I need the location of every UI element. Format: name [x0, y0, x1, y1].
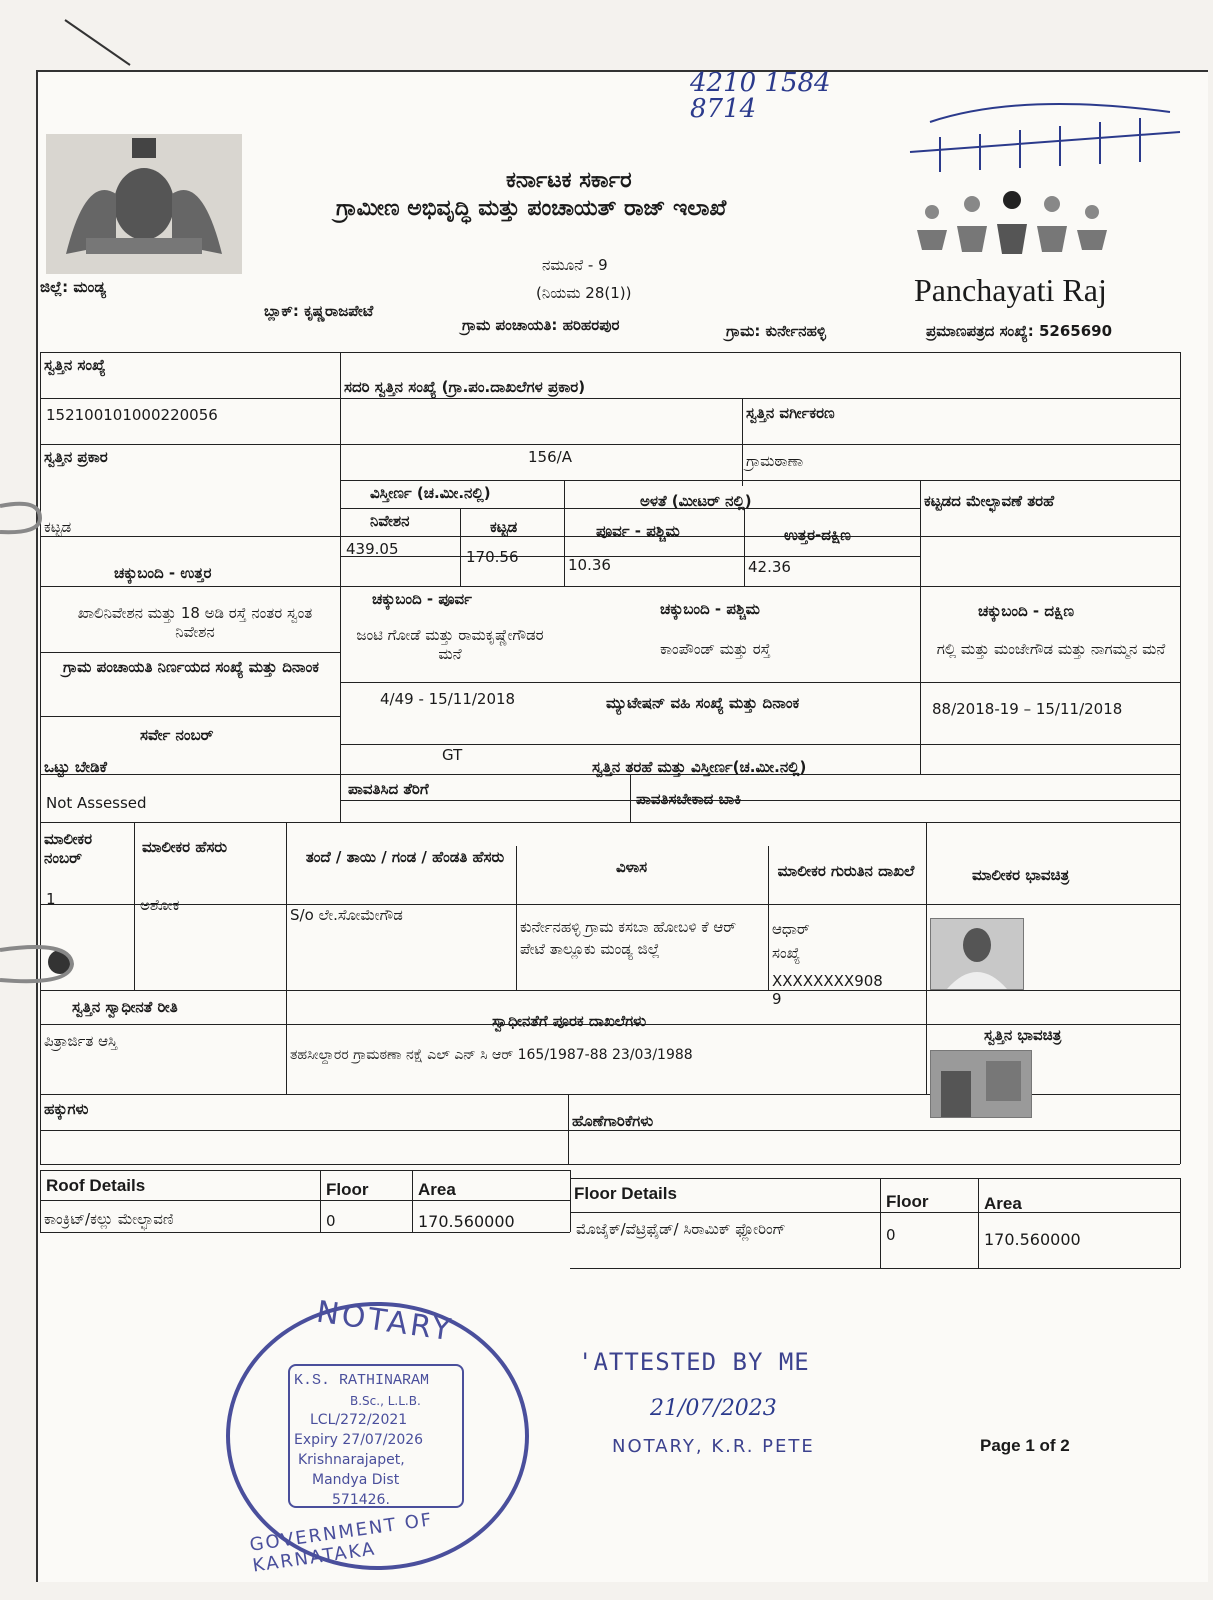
notary-stamp	[226, 1294, 529, 1577]
north-south-label: ಉತ್ತರ-ದಕ್ಷಿಣ	[784, 526, 851, 544]
total-demand-label: ಒಟ್ಟು ಬೇಡಿಕೆ	[44, 758, 107, 776]
type-area-label: ಸ್ವತ್ತಿನ ತರಹೆ ಮತ್ತು ವಿಸ್ತೀರ್ಣ(ಚ.ಮೀ.ನಲ್ಲಿ)	[592, 758, 807, 776]
address-label: ವಿಳಾಸ	[616, 858, 648, 876]
owner-id-label: ಮಾಲೀಕರ ಗುರುತಿನ ದಾಖಲೆ	[777, 862, 915, 880]
property-class-value: ಗ್ರಾಮಠಾಣಾ	[746, 452, 804, 470]
ownership-docs-value: ತಹಸೀಲ್ದಾರರ ಗ್ರಾಮಠಣಾ ನಕ್ಷೆ ಎಲ್ ಎನ್ ಸಿ ಆರ್ 165/1987-88 23/03/1988	[290, 1047, 693, 1063]
area-label: ವಿಸ್ತೀರ್ಣ (ಚ.ಮೀ.ನಲ್ಲಿ)	[370, 484, 491, 502]
roof-title: Roof Details	[46, 1176, 146, 1195]
attested-text: 'ATTESTED BY ME	[578, 1348, 810, 1376]
south-boundary-value: ಗಲ್ಲಿ ಮತ್ತು ಮಂಜೇಗೌಡ ಮತ್ತು ನಾಗಮ್ಮನ ಮನೆ	[936, 640, 1166, 658]
rule-number: (ನಿಯಮ 28(1))	[536, 284, 632, 302]
owner-id-line2: ಸಂಖ್ಯೆ	[772, 944, 801, 962]
department-title: ಗ್ರಾಮೀಣ ಅಭಿವೃದ್ಧಿ ಮತ್ತು ಪಂಚಾಯತ್ ರಾಜ್ ಇಲಾಖೆ	[336, 196, 727, 221]
liabilities-label: ಹೊಣೆಗಾರಿಕೆಗಳು	[572, 1112, 654, 1130]
gram-panchayat-label: ಗ್ರಾಮ ಪಂಚಾಯತಿ: ಹರಿಹರಪುರ	[462, 316, 620, 334]
handwritten-note: 4210 1584 8714	[690, 68, 831, 124]
relation-label: ತಂದೆ / ತಾಯಿ / ಗಂಡ / ಹೆಂಡತಿ ಹೆಸರು	[305, 848, 505, 866]
site-label: ನಿವೇಶನ	[370, 512, 410, 530]
property-id-label: ಸ್ವತ್ತಿನ ಸಂಖ್ಯೆ	[44, 356, 106, 374]
total-demand-value: Not Assessed	[46, 794, 147, 812]
govt-title: ಕರ್ನಾಟಕ ಸರ್ಕಾರ	[506, 168, 632, 193]
block-label: ಬ್ಲಾಕ್: ಕೃಷ್ಣರಾಜಪೇಟೆ	[264, 302, 374, 320]
notary-reg: LCL/272/2021	[310, 1412, 408, 1428]
notary-expiry: Expiry 27/07/2026	[294, 1432, 424, 1448]
notary-signature: 21/07/2023	[650, 1396, 777, 1421]
rights-label: ಹಕ್ಕುಗಳು	[44, 1100, 89, 1118]
tax-paid-label: ಪಾವತಿಸಿದ ತೆರಿಗೆ	[348, 780, 429, 798]
dimension-label: ಅಳತೆ (ಮೀಟರ್ ನಲ್ಲಿ)	[640, 492, 752, 510]
floor-floor-label: Floor	[886, 1192, 929, 1211]
decision-label: ಗ್ರಾಮ ಪಂಚಾಯತಿ ನಿರ್ಣಯದ ಸಂಖ್ಯೆ ಮತ್ತು ದಿನಾಂಕ	[63, 658, 319, 676]
roof-floor-label: Floor	[326, 1180, 369, 1199]
north-south-value: 42.36	[748, 558, 791, 576]
logo-text: Panchayati Raj	[914, 272, 1107, 308]
roof-area-label: Area	[418, 1180, 456, 1199]
property-photo-label: ಸ್ವತ್ತಿನ ಭಾವಚಿತ್ರ	[984, 1026, 1062, 1044]
roof-area-value: 170.560000	[418, 1212, 515, 1231]
floor-type-value: ಮೊಜೈಕ್/ವೆಟ್ರಿಫೈಡ್/ ಸಿರಾಮಿಕ್ ಫ್ಲೋರಿಂಗ್	[576, 1220, 786, 1238]
east-boundary-label: ಚಕ್ಕುಬಂದಿ - ಪೂರ್ವ	[372, 590, 472, 608]
survey-value: GT	[442, 746, 463, 764]
karnataka-emblem-icon	[46, 134, 242, 274]
property-class-label: ಸ್ವತ್ತಿನ ವರ್ಗೀಕರಣ	[746, 404, 835, 422]
page-number: Page 1 of 2	[980, 1436, 1070, 1455]
village-label: ಗ್ರಾಮ: ಕುರ್ನೇನಹಳ್ಳಿ	[726, 322, 826, 340]
binder-ring-icon	[0, 498, 44, 538]
north-boundary-value: ಖಾಲಿನಿವೇಶನ ಮತ್ತು 18 ಅಡಿ ರಸ್ತೆ ನಂತರ ಸ್ವಂತ ನಿವೇಶನ	[77, 604, 313, 641]
roof-type-value: ಕಾಂಕ್ರಿಟ್/ಕಲ್ಲು ಮೇಲ್ಛಾವಣಿ	[44, 1210, 174, 1228]
east-west-label: ಪೂರ್ವ - ಪಶ್ಚಿಮ	[596, 522, 680, 540]
notary-pin: 571426.	[332, 1492, 390, 1508]
south-boundary-label: ಚಕ್ಕುಬಂದಿ - ದಕ್ಷಿಣ	[978, 602, 1075, 620]
owner-id-line1: ಆಧಾರ್	[772, 920, 810, 938]
pen-mark-icon	[60, 10, 140, 70]
owner-photo	[930, 918, 1024, 990]
floor-floor-value: 0	[886, 1226, 896, 1244]
survey-label: ಸರ್ವೇ ನಂಬರ್	[140, 726, 214, 744]
notary-dist: Mandya Dist	[312, 1472, 400, 1488]
form-number: ನಮೂನೆ - 9	[542, 256, 608, 274]
property-id-value: 152100101000220056	[46, 406, 218, 424]
north-boundary-label: ಚಕ್ಕುಬಂದಿ - ಉತ್ತರ	[114, 564, 212, 582]
tax-due-label: ಪಾವತಿಸಬೇಕಾದ ಬಾಕಿ	[636, 790, 742, 808]
owner-number-value: 1	[46, 890, 56, 908]
floor-area-value: 170.560000	[984, 1230, 1081, 1249]
floor-title: Floor Details	[574, 1184, 677, 1203]
relation-value: S/o ಲೇ.ಸೋಮೇಗೌಡ	[290, 906, 403, 924]
ownership-method-value: ಪಿತ್ರಾರ್ಜಿತ ಆಸ್ತಿ	[44, 1032, 118, 1050]
notary-place: Krishnarajapet,	[298, 1452, 405, 1468]
address-value: ಕುರ್ನೇನಹಳ್ಳಿ ಗ್ರಾಮ ಕಸಬಾ ಹೋಬಳಿ ಕೆ ಆರ್ ಪೇಟೆ ತಾಲ್ಲೂಕು ಮಂಡ್ಯ ಜಿಲ್ಲೆ	[520, 918, 737, 958]
old-property-id-value: 156/A	[528, 448, 572, 466]
owner-name-label: ಮಾಲೀಕರ ಹೆಸರು	[142, 838, 228, 856]
binder-ring-icon	[0, 940, 80, 1000]
handwritten-scribble-icon	[900, 92, 1190, 182]
building-area-value: 170.56	[466, 548, 519, 566]
floor-area-label: Area	[984, 1194, 1022, 1213]
stamp-notary-text: NOTARY	[314, 1294, 456, 1349]
notary-degree: B.Sc., L.L.B.	[350, 1394, 421, 1408]
owner-id-line3: XXXXXXXX908	[772, 972, 883, 990]
stamp-govt-text: GOVERNMENT OF KARNATAKA	[248, 1509, 435, 1577]
decision-value: 4/49 - 15/11/2018	[380, 690, 516, 708]
site-area-value: 439.05	[346, 540, 399, 558]
panchayati-raj-logo-icon	[912, 190, 1112, 260]
notary-footer: NOTARY, K.R. PETE	[612, 1436, 815, 1457]
mutation-label: ಮ್ಯುಟೇಷನ್ ವಹಿ ಸಂಖ್ಯೆ ಮತ್ತು ದಿನಾಂಕ	[606, 694, 800, 712]
property-photo	[930, 1050, 1032, 1118]
west-boundary-value: ಕಾಂಪೌಂಡ್ ಮತ್ತು ರಸ್ತೆ	[660, 640, 771, 658]
west-boundary-label: ಚಕ್ಕುಬಂದಿ - ಪಶ್ಚಿಮ	[660, 600, 760, 618]
owner-number-label: ಮಾಲೀಕರ ನಂಬರ್	[44, 830, 93, 867]
property-type-value: ಕಟ್ಟಡ	[44, 518, 72, 536]
owner-id-line4: 9	[772, 990, 782, 1008]
old-property-id-label: ಸದರಿ ಸ್ವತ್ತಿನ ಸಂಖ್ಯೆ (ಗ್ರಾ.ಪಂ.ದಾಖಲೆಗಳ ಪ್ರಕಾರ)	[344, 378, 586, 396]
mutation-value: 88/2018-19 – 15/11/2018	[932, 700, 1123, 718]
owner-name-value: ಅಶೋಕ	[140, 896, 180, 914]
owner-photo-label: ಮಾಲೀಕರ ಭಾವಚಿತ್ರ	[972, 866, 1070, 884]
property-type-label: ಸ್ವತ್ತಿನ ಪ್ರಕಾರ	[44, 448, 108, 466]
building-label: ಕಟ್ಟಡ	[490, 518, 518, 536]
roof-type-label: ಕಟ್ಟಡದ ಮೇಲ್ಛಾವಣೆ ತರಹೆ	[924, 492, 1055, 510]
ownership-docs-label: ಸ್ವಾಧೀನತೆಗೆ ಪೂರಕ ದಾಖಲೆಗಳು	[492, 1012, 647, 1030]
district-label: ಜಿಲ್ಲೆ: ಮಂಡ್ಯ	[40, 278, 106, 296]
notary-name: K.S. RATHINARAM	[294, 1372, 430, 1389]
ownership-method-label: ಸ್ವತ್ತಿನ ಸ್ವಾಧೀನತೆ ರೀತಿ	[72, 998, 178, 1016]
east-boundary-value: ಜಂಟಿ ಗೋಡೆ ಮತ್ತು ರಾಮಕೃಷ್ಣೇಗೌಡರ ಮನೆ	[356, 626, 544, 663]
east-west-value: 10.36	[568, 556, 611, 574]
certificate-number: ಪ್ರಮಾಣಪತ್ರದ ಸಂಖ್ಯೆ: 5265690	[926, 322, 1113, 340]
roof-floor-value: 0	[326, 1212, 336, 1230]
